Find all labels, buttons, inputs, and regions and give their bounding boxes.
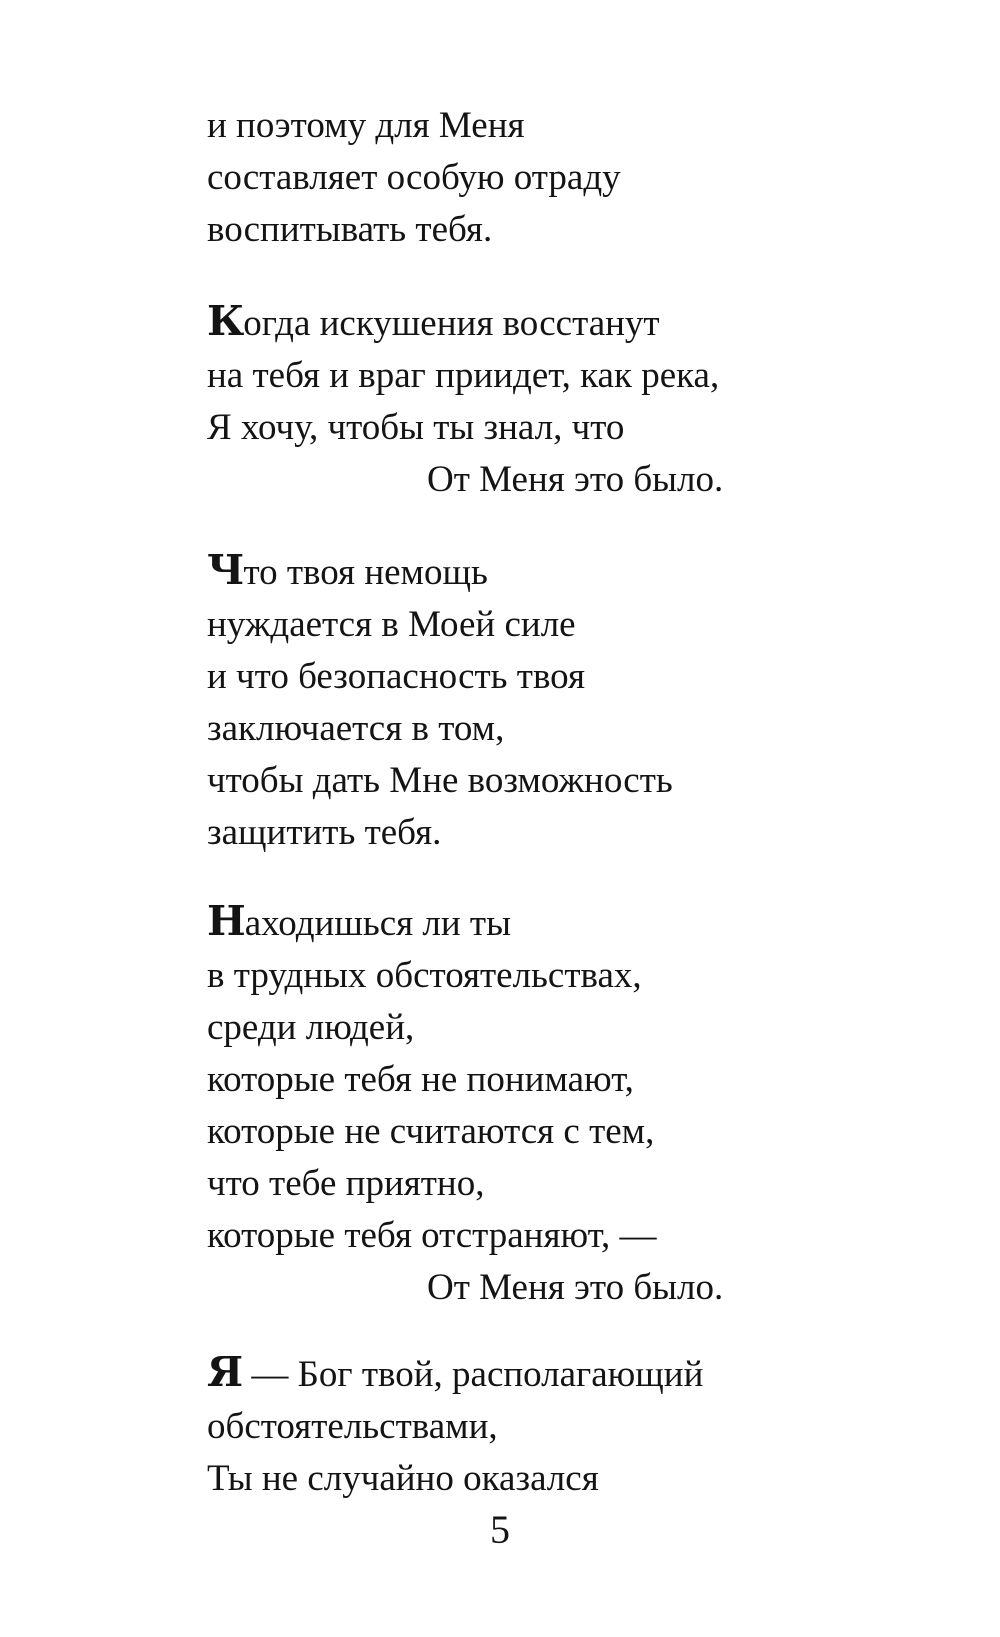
line-text: От Меня это было. [427, 1267, 724, 1308]
page-number: 5 [490, 1507, 510, 1552]
line-text: аходишься ли ты [244, 903, 511, 944]
poem-line [207, 596, 827, 648]
poem-line [207, 804, 827, 856]
drop-cap: Н [207, 897, 245, 945]
line-text: нуждается в Моей силе [207, 604, 576, 645]
poem-line [207, 752, 827, 804]
line-text: заключается в том, [207, 708, 505, 749]
line-text: От Меня это было. [427, 459, 724, 500]
line-text: которые не считаются с тем, [207, 1111, 655, 1152]
poem-line [207, 895, 827, 947]
line-text: — Бог твой, располагающий [242, 1354, 704, 1395]
poem-line [207, 1155, 827, 1207]
line-text: защитить тебя. [207, 812, 442, 853]
poem-line [207, 947, 827, 999]
line-text: воспитывать тебя. [207, 209, 493, 250]
line-text: обстоятельствами, [207, 1406, 498, 1447]
stanza-5 [207, 1346, 827, 1502]
poem-line [207, 97, 827, 149]
refrain-line [207, 1259, 827, 1311]
line-text: Я хочу, чтобы ты знал, что [207, 407, 625, 448]
line-text: которые тебя отстраняют, — [207, 1215, 657, 1256]
stanza-1 [207, 97, 827, 253]
stanza-4 [207, 895, 827, 1311]
poem-line [207, 1450, 827, 1502]
poem-line [207, 1103, 827, 1155]
poem-line [207, 1398, 827, 1450]
line-text: и что безопасность твоя [207, 656, 585, 697]
line-text: в трудных обстоятельствах, [207, 955, 642, 996]
line-text: что тебе приятно, [207, 1163, 485, 1204]
poem-line [207, 295, 827, 347]
line-text: огда искушения восстанут [243, 303, 660, 344]
stanza-3 [207, 544, 827, 856]
line-text: и поэтому для Меня [207, 105, 525, 146]
poem-line [207, 1051, 827, 1103]
line-text: Ты не случайно оказался [207, 1458, 599, 1499]
poem-line [207, 1346, 827, 1398]
line-text: чтобы дать Мне возможность [207, 760, 673, 801]
poem-line [207, 544, 827, 596]
drop-cap: Я [207, 1348, 243, 1396]
drop-cap: Ч [207, 546, 244, 594]
poem-line [207, 999, 827, 1051]
poem-line [207, 1207, 827, 1259]
poem-line [207, 149, 827, 201]
drop-cap: К [207, 297, 244, 345]
line-text: на тебя и враг приидет, как река, [207, 355, 720, 396]
stanza-2 [207, 295, 827, 503]
poem-line [207, 700, 827, 752]
poem-line [207, 347, 827, 399]
poem-line [207, 399, 827, 451]
poem-line [207, 201, 827, 253]
line-text: то твоя немощь [243, 552, 488, 593]
line-text: которые тебя не понимают, [207, 1059, 634, 1100]
refrain-line [207, 451, 827, 503]
poem-line [207, 648, 827, 700]
line-text: среди людей, [207, 1007, 415, 1048]
line-text: составляет особую отраду [207, 157, 621, 198]
